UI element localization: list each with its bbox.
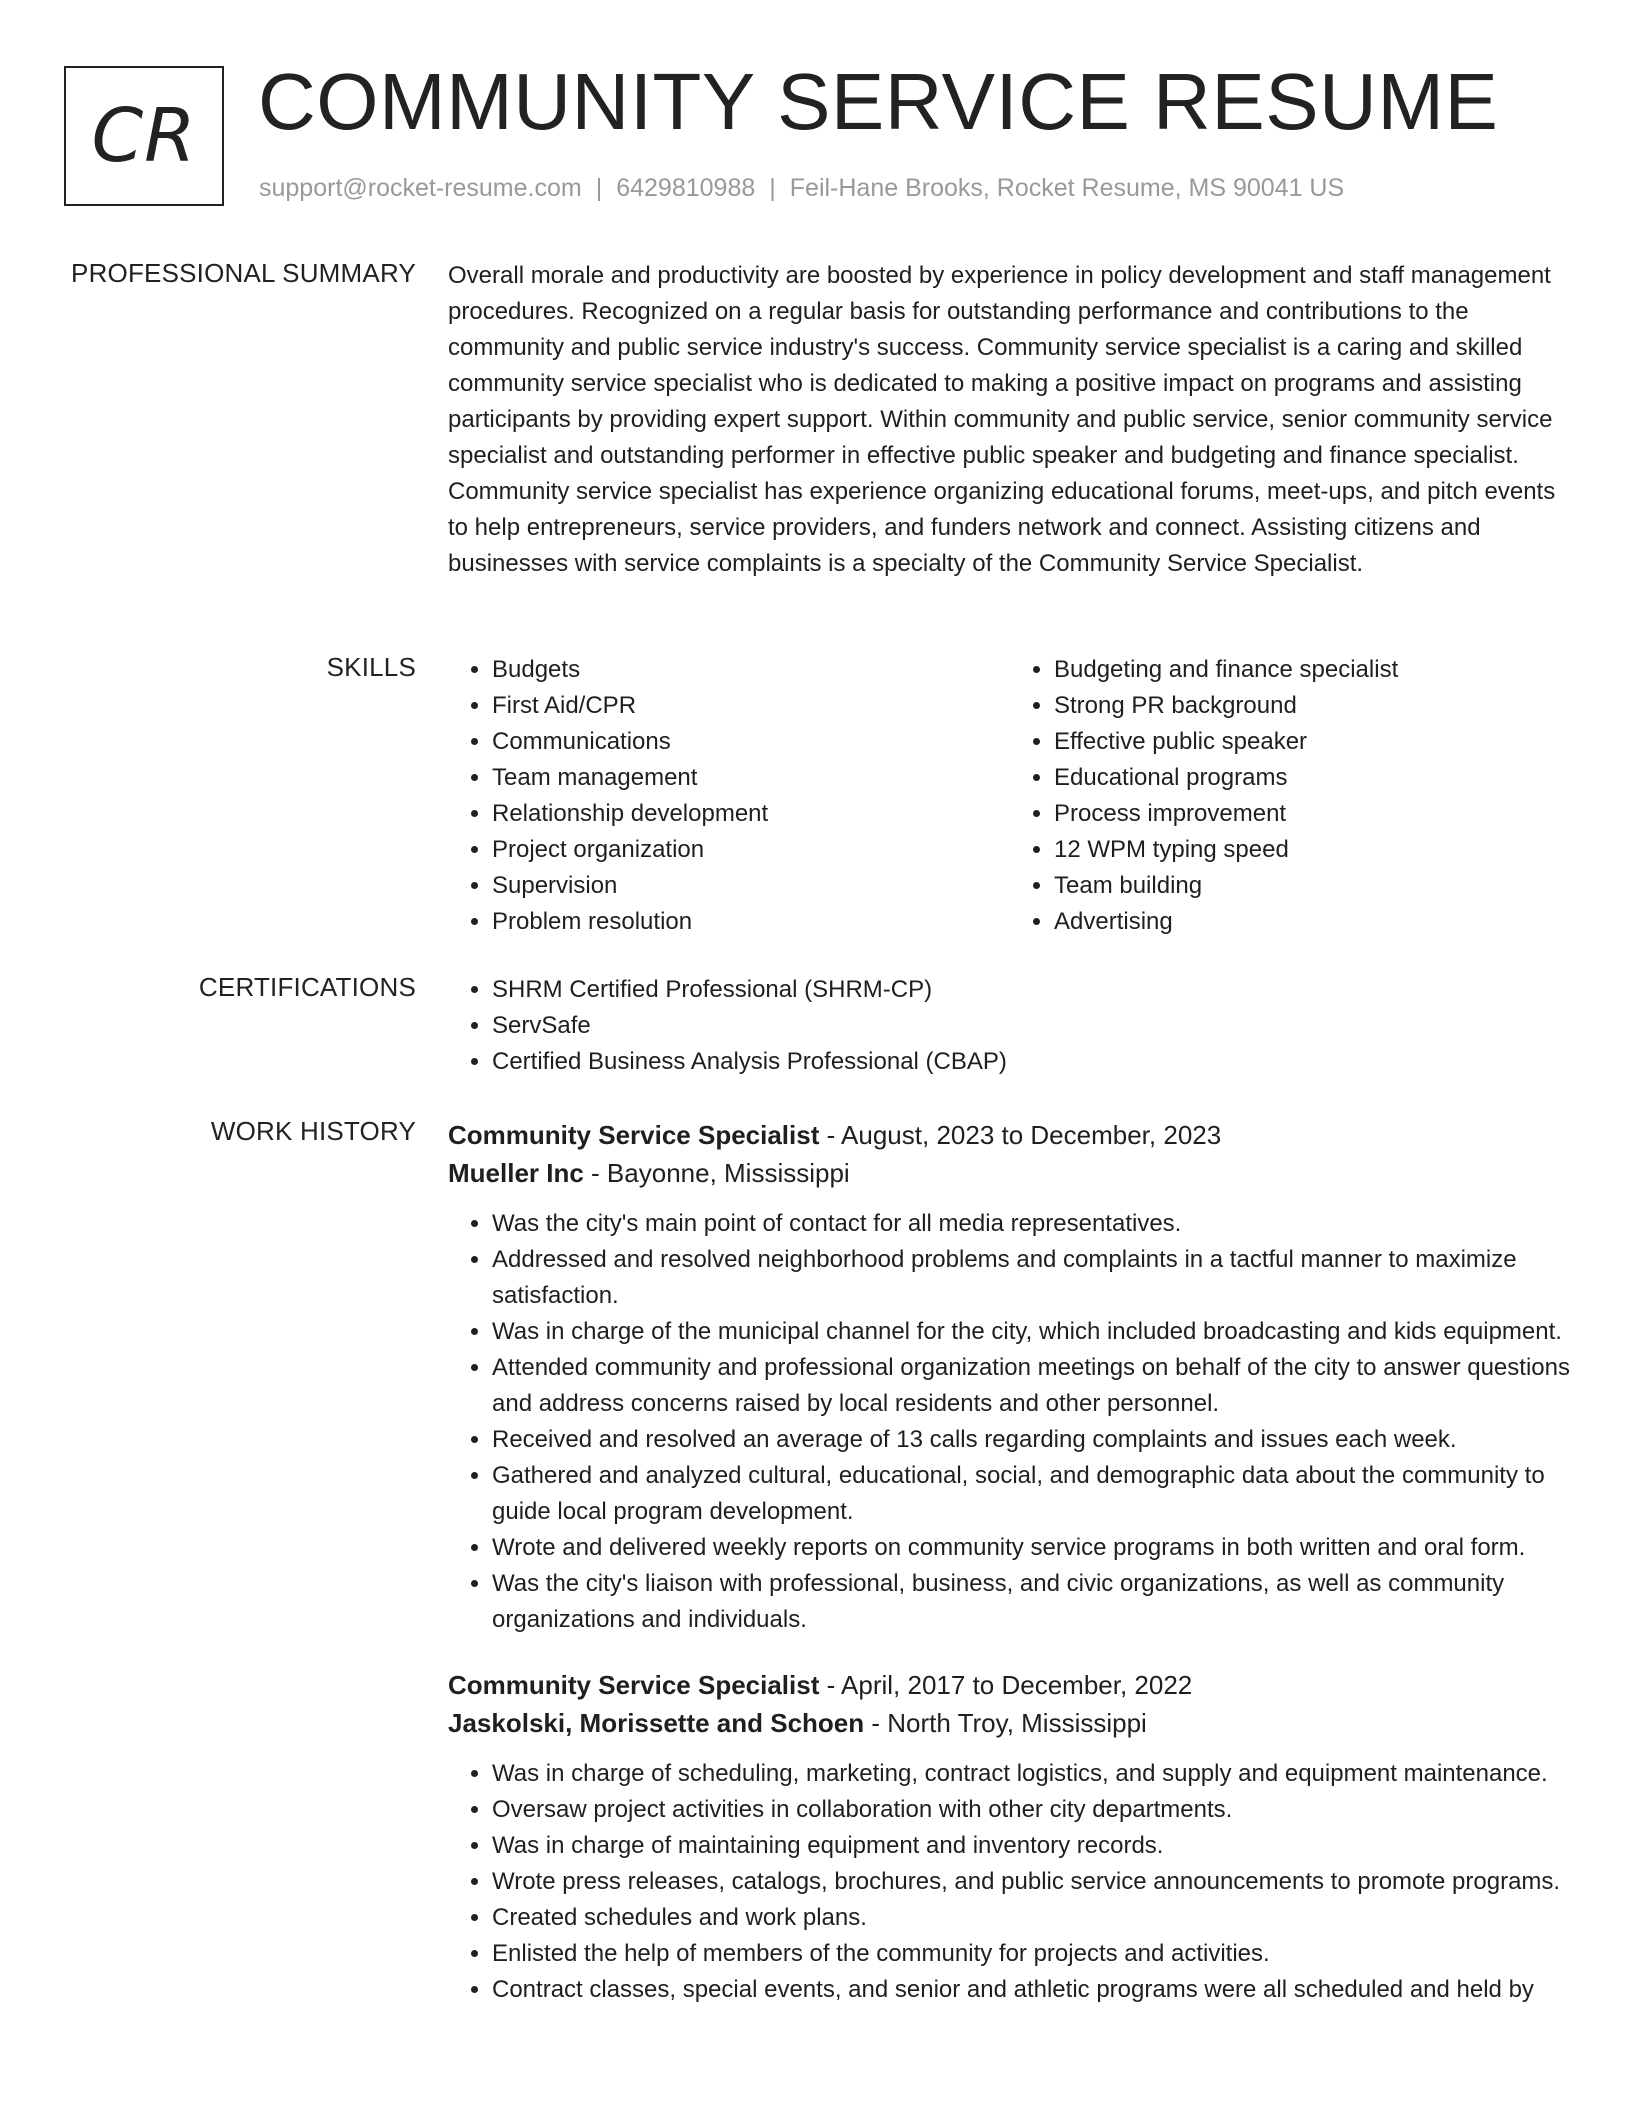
job-title: Community Service Specialist [448, 1120, 820, 1150]
job-duty: • Created schedules and work plans. [492, 1900, 1572, 1936]
job-duty: • Wrote press releases, catalogs, brochures, and public service announcements to promote programs. [492, 1864, 1572, 1900]
resume-title: COMMUNITY SERVICE RESUME [258, 57, 1499, 146]
skills-list-left [448, 652, 1010, 940]
skill-item: • Team management [492, 760, 1010, 796]
skills-list-right [1010, 652, 1572, 940]
job-company: Jaskolski, Morissette and Schoen [448, 1708, 865, 1738]
job-duty: • Was the city's main point of contact for all media representatives. [492, 1206, 1572, 1242]
job-title: Community Service Specialist [448, 1670, 820, 1700]
job-duties-list [448, 1756, 1572, 2008]
job-duty: • Was the city's liaison with professional, business, and civic organizations, as well as community organizations and individuals. [492, 1566, 1572, 1638]
job-duty: • Contract classes, special events, and senior and athletic programs were all scheduled and held by [492, 1972, 1572, 2008]
job-duty: • Enlisted the help of members of the community for projects and activities. [492, 1936, 1572, 1972]
monogram-box [64, 66, 224, 206]
job-title-line [448, 1666, 1572, 1704]
skills-body [448, 652, 1572, 940]
job-company-line [448, 1704, 1572, 1742]
work-history-body [448, 1116, 1572, 2036]
job-duty: • Was in charge of maintaining equipment and inventory records. [492, 1828, 1572, 1864]
job-duty: • Was in charge of scheduling, marketing, contract logistics, and supply and equipment maintenance. [492, 1756, 1572, 1792]
job-duty: • Was in charge of the municipal channel for the city, which included broadcasting and kids equipment. [492, 1314, 1572, 1350]
job-duty: • Received and resolved an average of 13 calls regarding complaints and issues each week. [492, 1422, 1572, 1458]
skill-item: • Budgets [492, 652, 1010, 688]
contact-separator: | [769, 174, 776, 202]
job-company: Mueller Inc [448, 1158, 584, 1188]
skill-item: • Educational programs [1054, 760, 1572, 796]
contact-email: support@rocket-resume.com [259, 174, 582, 202]
skill-item: • Effective public speaker [1054, 724, 1572, 760]
work-history-heading: WORK HISTORY [210, 1116, 416, 1146]
skill-item: • Communications [492, 724, 1010, 760]
job-location: - North Troy, Mississippi [864, 1708, 1147, 1738]
job-duties-list [448, 1206, 1572, 1638]
certification-item: • Certified Business Analysis Professional (CBAP) [492, 1044, 1572, 1080]
certification-item: • SHRM Certified Professional (SHRM-CP) [492, 972, 1572, 1008]
contact-separator: | [595, 174, 603, 202]
job-duty: • Gathered and analyzed cultural, educational, social, and demographic data about the community to guide local program development. [492, 1458, 1572, 1530]
skill-item: • Project organization [492, 832, 1010, 868]
skill-item: • Process improvement [1054, 796, 1572, 832]
summary-body [448, 258, 1572, 582]
skills-columns [448, 652, 1572, 940]
contact-line [259, 174, 1344, 203]
skills-heading: SKILLS [326, 652, 416, 682]
summary-heading: PROFESSIONAL SUMMARY [71, 258, 416, 288]
job-duty: • Attended community and professional organization meetings on behalf of the city to answer questions and address concerns raised by local residents and other personnel. [492, 1350, 1572, 1422]
contact-address: Feil-Hane Brooks, Rocket Resume, MS 90041 US [789, 174, 1345, 202]
skill-item: • 12 WPM typing speed [1054, 832, 1572, 868]
job-dates: - August, 2023 to December, 2023 [819, 1120, 1222, 1150]
job-entry [448, 1116, 1572, 1638]
skill-item: • Problem resolution [492, 904, 1010, 940]
job-entry [448, 1666, 1572, 2008]
certifications-body [448, 972, 1572, 1080]
skill-item: • Strong PR background [1054, 688, 1572, 724]
job-duty: • Oversaw project activities in collaboration with other city departments. [492, 1792, 1572, 1828]
job-duty: • Addressed and resolved neighborhood problems and complaints in a tactful manner to maximize satisfaction. [492, 1242, 1572, 1314]
skill-item: • Relationship development [492, 796, 1010, 832]
job-title-line [448, 1116, 1572, 1154]
certification-item: • ServSafe [492, 1008, 1572, 1044]
skill-item: • Team building [1054, 868, 1572, 904]
skill-item: • Advertising [1054, 904, 1572, 940]
job-dates: - April, 2017 to December, 2022 [819, 1670, 1193, 1700]
job-company-line [448, 1154, 1572, 1192]
certifications-heading: CERTIFICATIONS [198, 972, 416, 1002]
certifications-list [448, 972, 1572, 1080]
summary-text: Overall morale and productivity are boosted by experience in policy development and staff management procedures. Recognized on a regular basis for outstanding performance and contributions to the community and public service industry's success. Community service specialist is a caring and skilled community service specialist who is dedicated to making a positive impact on programs and assisting participants by providing expert support. Within community and public service, senior community service specialist and outstanding performer in effective public speaker and budgeting and finance specialist. Community service specialist has experience organizing educational forums, meet-ups, and pitch events to help entrepreneurs, service providers, and funders network and connect. Assisting citizens and businesses with service complaints is a specialty of the Community Service Specialist. [448, 262, 1556, 577]
monogram-initials: CR [91, 93, 197, 179]
job-duty: • Wrote and delivered weekly reports on community service programs in both written and oral form. [492, 1530, 1572, 1566]
skill-item: • Budgeting and finance specialist [1054, 652, 1572, 688]
skill-item: • Supervision [492, 868, 1010, 904]
contact-phone: 6429810988 [616, 174, 756, 202]
job-location: - Bayonne, Mississippi [583, 1158, 850, 1188]
skill-item: • First Aid/CPR [492, 688, 1010, 724]
